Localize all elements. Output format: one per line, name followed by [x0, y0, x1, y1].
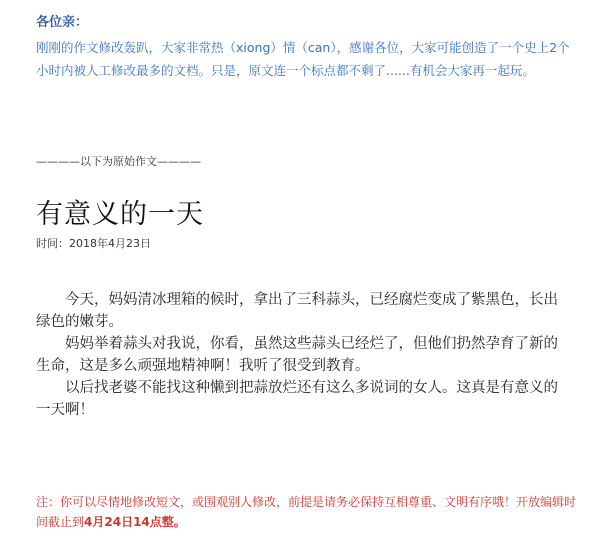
greeting-heading: 各位亲：: [36, 15, 89, 30]
essay-body: [36, 289, 561, 421]
intro-paragraph: 刚刚的作文修改轰趴，大家非常热（xiong）情（can），感谢各位，大家可能创造了一个史上2个小时内被人工修改最多的文档。只是，原文连一个标点都不剩了......有机会大家再一起玩。: [36, 40, 570, 78]
essay-paragraph: 妈妈举着蒜头对我说，你看，虽然这些蒜头已经烂了，但他们扔然孕育了新的生命，这是多么顽强地精神啊！我听了很受到教育。: [36, 336, 558, 374]
essay-paragraph: 以后找老婆不能找这种懒到把蒜放烂还有这么多说词的女人。这真是有意义的一天啊！: [36, 380, 558, 418]
note-deadline: 4月24日14点整。: [84, 515, 186, 529]
essay-date: 时间：2018年4月23日: [36, 237, 151, 250]
note-text: 注：你可以尽情地修改短文，或围观别人修改，前提是请务必保持互相尊重、文明有序哦！开放编辑时间截止到: [36, 495, 577, 529]
section-divider: ————以下为原始作文————: [36, 155, 201, 168]
editing-note: [36, 492, 576, 532]
essay-paragraph: 今天，妈妈清冰理箱的候时，拿出了三科蒜头，已经腐烂变成了紫黑色，长出绿色的嫩芽。: [36, 292, 558, 330]
essay-title: 有意义的一天: [36, 199, 204, 230]
